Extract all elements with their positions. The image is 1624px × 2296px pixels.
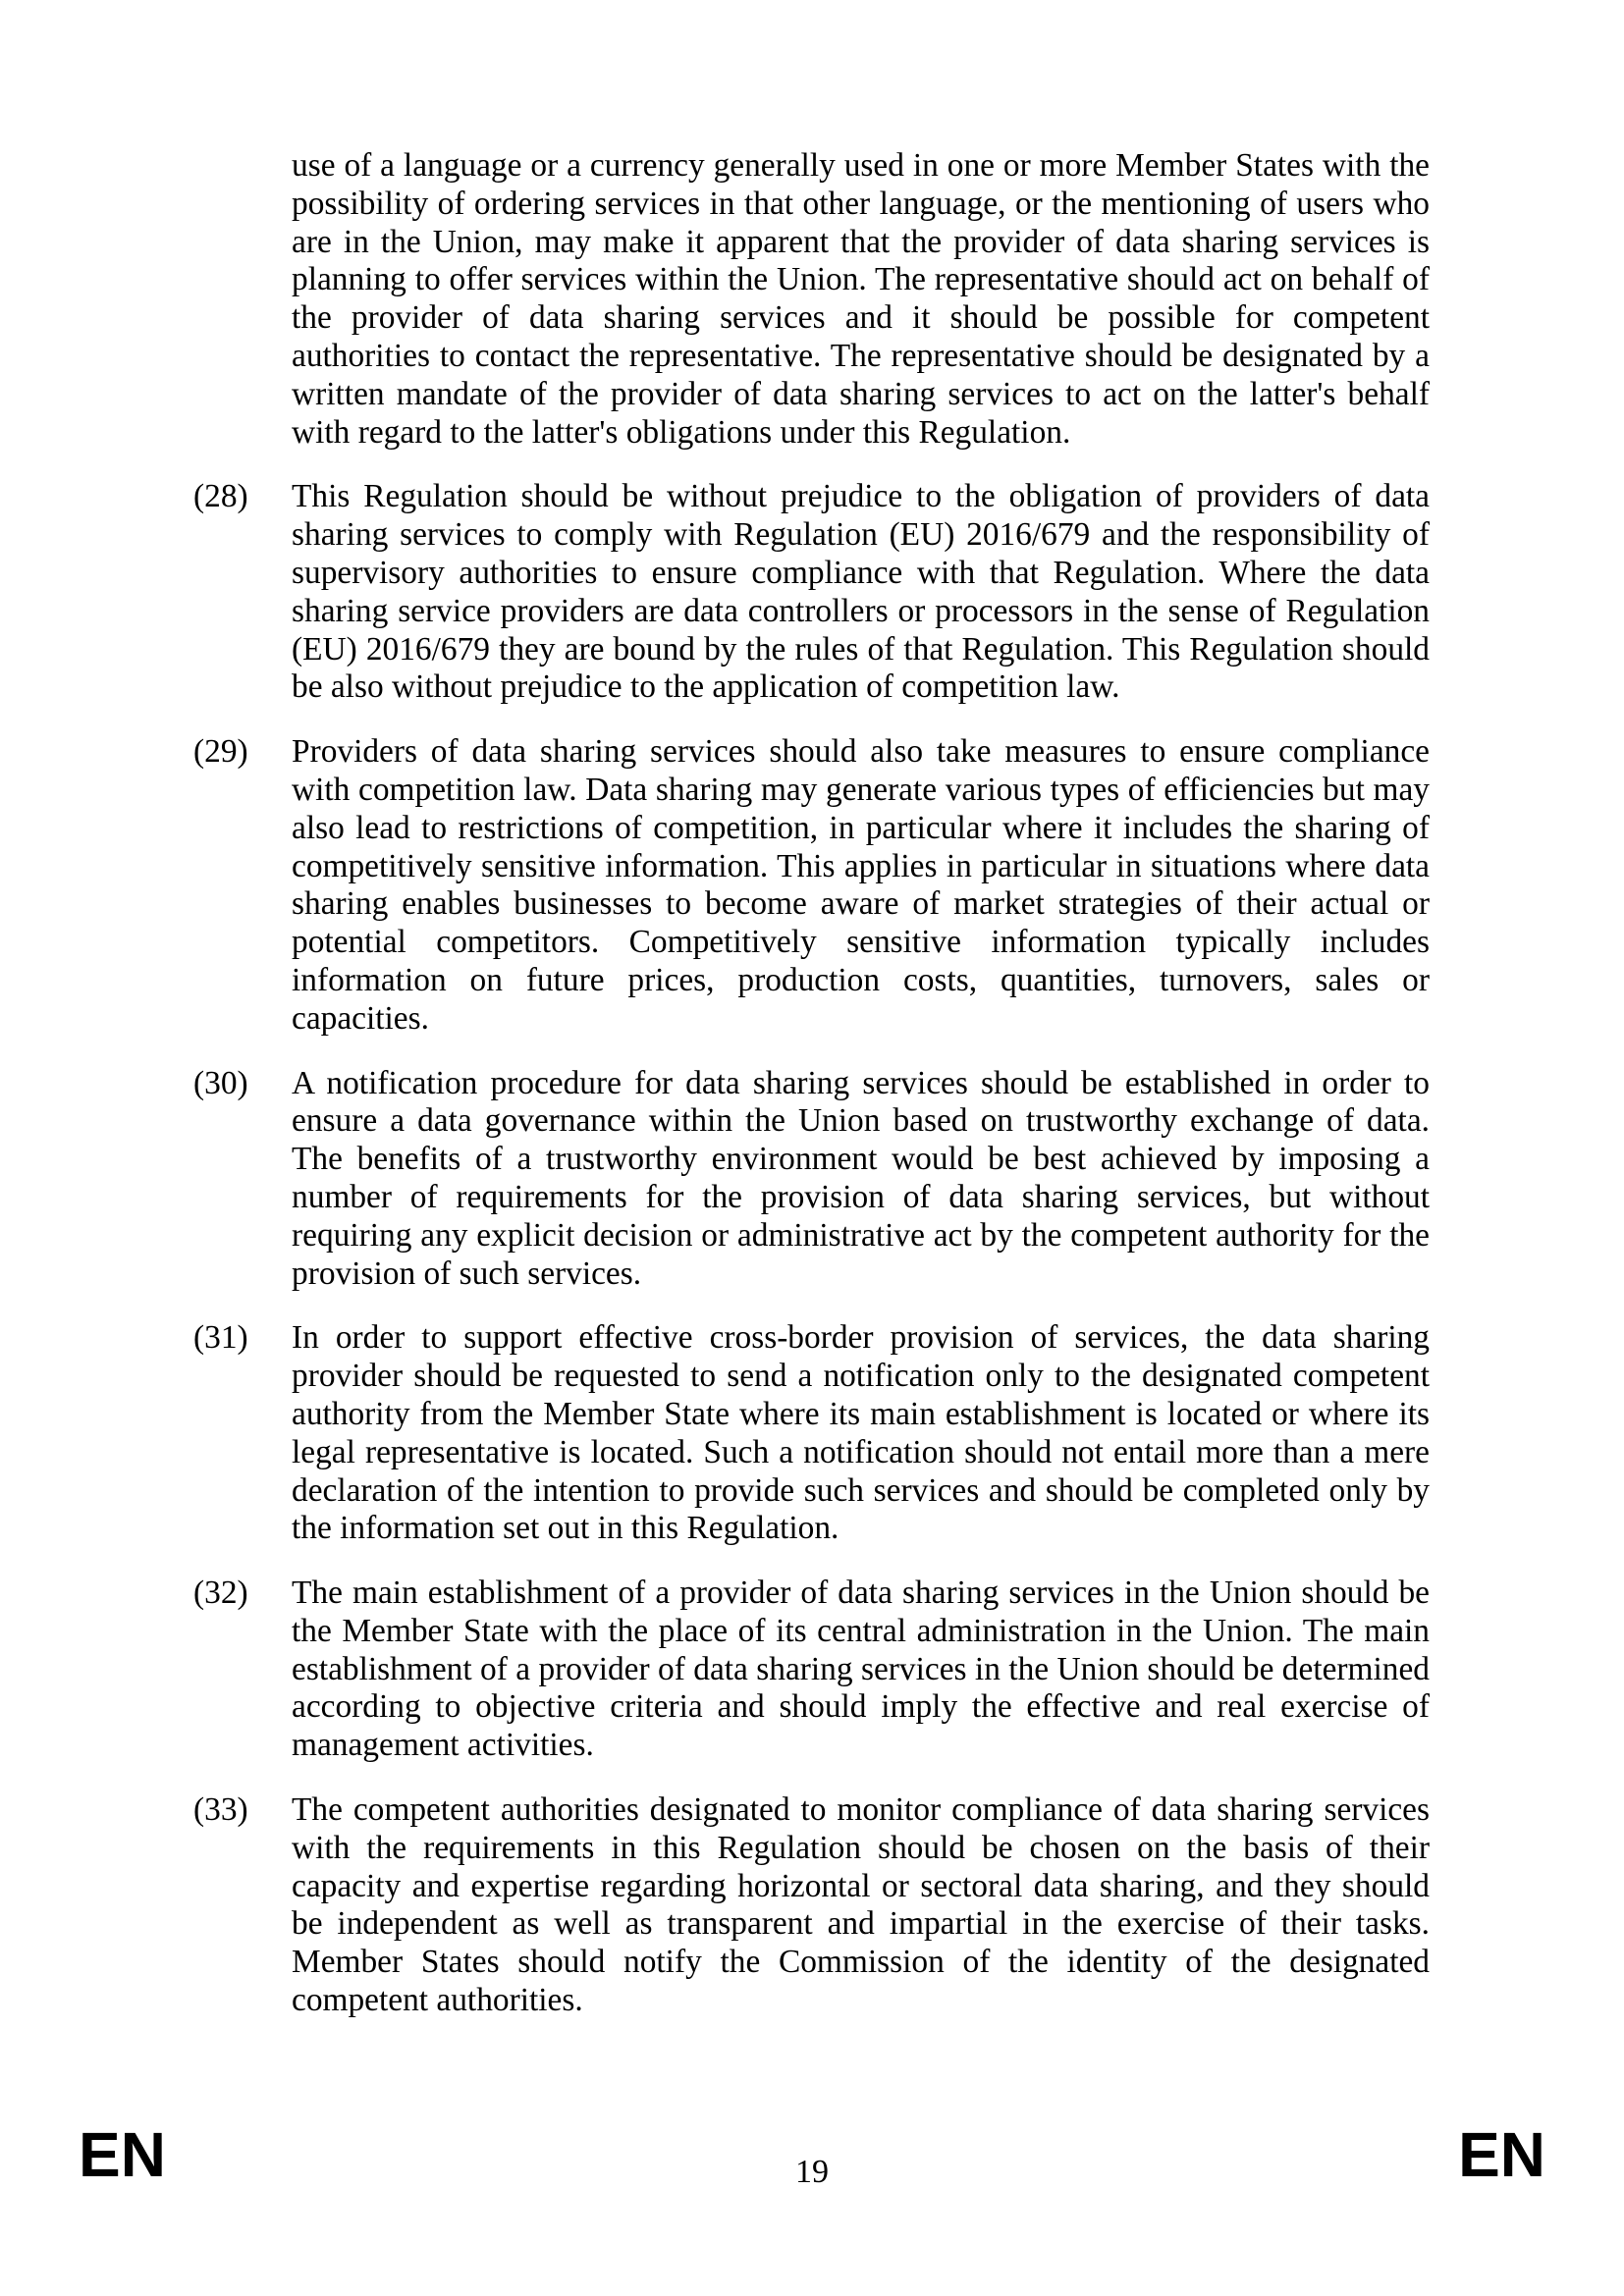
recital-text: A notification procedure for data sharing services should be established in order to ensure a data governance within the Union based on trustworthy exchange of data. The benefits of a trustworthy environment would be best achieved by imposing a number of requirements for the provision of data sharing services, but without requiring any explicit decision or administrative act by the competent authority for the provision of such services.	[292, 1064, 1430, 1292]
recital-28	[193, 478, 1430, 707]
recital-text: This Regulation should be without prejudice to the obligation of providers of data sharing services to comply with Regulation (EU) 2016/679 and the responsibility of supervisory authorities to ensure compliance with that Regulation. Where the data sharing service providers are data controllers or processors in the sense of Regulation (EU) 2016/679 they are bound by the rules of that Regulation. This Regulation should be also without prejudice to the application of competition law.	[292, 478, 1430, 706]
recital-number: (30)	[193, 1064, 248, 1101]
recital-number: (33)	[193, 1791, 248, 1829]
recital-32	[193, 1575, 1430, 1765]
recital-text: In order to support effective cross-border provision of services, the data sharing provider should be requested to send a notification only to the designated competent authority from the Member State where its main establishment is located or where its legal representative is located. Such a notification should not entail more than a mere declaration of the intention to provide such services and should be completed only by the information set out in this Regulation.	[292, 1319, 1430, 1547]
continuation-paragraph: use of a language or a currency generally used in one or more Member States with the possibility of ordering services in that other language, or the mentioning of users who are in the Union, may make it apparent that the provider of data sharing services is planning to offer services within the Union. The representative should act on behalf of the provider of data sharing services and it should be possible for competent authorities to contact the representative. The representative should be designated by a written mandate of the provider of data sharing services to act on the latter's behalf with regard to the latter's obligations under this Regulation.	[292, 147, 1430, 451]
recital-number: (29)	[193, 733, 248, 771]
recital-text: The competent authorities designated to monitor compliance of data sharing services with the requirements in this Regulation should be chosen on the basis of their capacity and expertise regarding horizontal or sectoral data sharing, and they should be independent as well as transparent and impartial in the exercise of their tasks. Member States should notify the Commission of the identity of the designated competent authorities.	[292, 1791, 1430, 2019]
recital-number: (28)	[193, 478, 248, 515]
recital-number: (32)	[193, 1575, 248, 1612]
recital-31	[193, 1319, 1430, 1548]
footer-language-code-right: EN	[1458, 2119, 1545, 2190]
recitals-section	[193, 147, 1430, 2020]
recital-33	[193, 1791, 1430, 2020]
page-number: 19	[795, 2154, 829, 2190]
recital-30	[193, 1065, 1430, 1294]
recital-number: (31)	[193, 1319, 248, 1357]
recital-text: Providers of data sharing services should also take measures to ensure compliance with competition law. Data sharing may generate various types of efficiencies but may also lead to restrictions of competition, in particular where it includes the sharing of competitively sensitive information. This applies in particular in situations where data sharing enables businesses to become aware of market strategies of their actual or potential competitors. Competitively sensitive information typically includes information on future prices, production costs, quantities, turnovers, sales or capacities.	[292, 733, 1430, 1037]
footer-language-code-left: EN	[79, 2119, 166, 2190]
recital-29	[193, 733, 1430, 1038]
recital-text: The main establishment of a provider of data sharing services in the Union should be the Member State with the place of its central administration in the Union. The main establishment of a provider of data sharing services in the Union should be determined according to objective criteria and should imply the effective and real exercise of management activities.	[292, 1575, 1430, 1764]
